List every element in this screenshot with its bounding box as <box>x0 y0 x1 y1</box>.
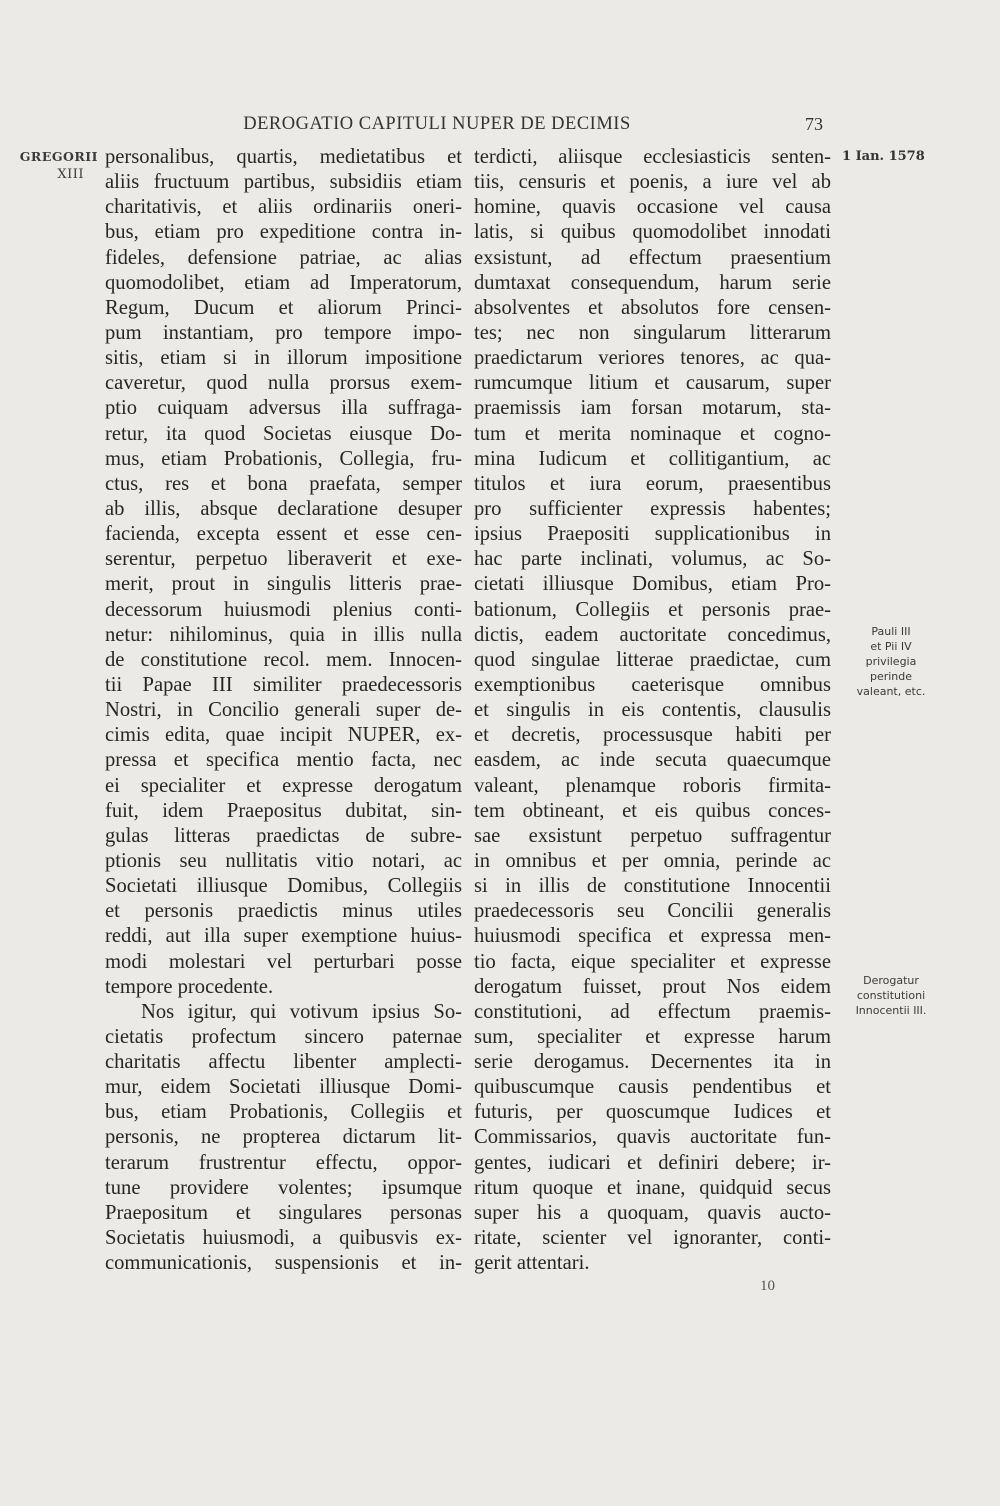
text-line: merit, prout in singulis litteris prae- <box>105 573 462 596</box>
left-text-column <box>105 145 462 1276</box>
text-line: communicationis, suspensionis et in- <box>105 1252 462 1275</box>
text-line: bus, etiam pro expeditione contra in- <box>105 221 462 244</box>
text-line: sae exsistunt perpetuo suffragentur <box>474 824 831 847</box>
text-line: Commissarios, quavis auctoritate fun- <box>474 1126 831 1149</box>
text-line: praemissis iam forsan motarum, sta- <box>474 397 831 420</box>
margin-note-line: perinde <box>869 670 913 683</box>
text-line: ctus, res et bona praefata, semper <box>105 472 462 495</box>
text-line: valeant, plenamque roboris firmita- <box>474 774 831 797</box>
text-line: gulas litteras praedictas de subre- <box>105 824 462 847</box>
text-line: quomodolibet, etiam ad Imperatorum, <box>105 271 462 294</box>
text-line: sitis, etiam si in illorum impositione <box>105 347 462 370</box>
text-line: terarum frustrentur effectu, oppor- <box>105 1151 462 1174</box>
text-line: gerit attentari. <box>474 1252 590 1275</box>
text-line: dumtaxat consequendum, harum serie <box>474 271 831 294</box>
text-line: decessorum huiusmodi plenius conti- <box>105 598 462 621</box>
text-line: sum, specialiter et expresse harum <box>474 1025 831 1048</box>
margin-note-line: valeant, etc. <box>856 685 926 698</box>
text-line: Nos igitur, qui votivum ipsius So- <box>141 1000 462 1023</box>
pope-name: GREGORII <box>19 149 98 164</box>
text-line: Regum, Ducum et aliorum Princi- <box>105 296 462 319</box>
text-line: tem obtineant, et eis quibus conces- <box>474 799 831 822</box>
text-line: bus, etiam Probationis, Collegiis et <box>105 1101 462 1124</box>
text-line: si in illis de constitutione Innocentii <box>474 875 831 898</box>
text-line: derogatum fuisset, prout Nos eidem <box>474 975 831 998</box>
text-line: et decretis, processusque habiti per <box>474 724 831 747</box>
text-line: pro sufficienter expressis habentes; <box>474 497 831 520</box>
text-line: exsistunt, ad effectum praesentium <box>474 246 831 269</box>
text-line: praedictarum veriores tenores, ac qua- <box>474 347 831 370</box>
text-line: de constitutione recol. mem. Innocen- <box>105 648 462 671</box>
text-line: Nostri, in Concilio generali super de- <box>105 699 462 722</box>
page-header <box>107 114 827 138</box>
margin-note-line: privilegia <box>865 655 917 668</box>
text-line: tii Papae III similiter praedecessoris <box>105 673 462 696</box>
text-line: futuris, per quoscumque Iudices et <box>474 1101 831 1124</box>
text-line: serentur, perpetuo liberaverit et exe- <box>105 548 462 571</box>
text-line: gentes, iudicari et definiri debere; ir- <box>474 1151 831 1174</box>
text-line: et singulis in eis contentis, clausulis <box>474 699 831 722</box>
text-line: exemptionibus caeterisque omnibus <box>474 673 831 696</box>
text-line: Societatis huiusmodi, a quibusvis ex- <box>105 1227 462 1250</box>
text-line: ab illis, absque declaratione desuper <box>105 497 462 520</box>
text-line: easdem, ac inde secuta quaecumque <box>474 749 831 772</box>
text-line: bationum, Collegiis et personis prae- <box>474 598 831 621</box>
margin-note-derogatur <box>836 973 946 1018</box>
text-line: fuit, idem Praepositus dubitat, sin- <box>105 799 462 822</box>
text-line: cietati illiusque Domibus, etiam Pro- <box>474 573 831 596</box>
text-line: tio facta, eique specialiter et expresse <box>474 950 831 973</box>
text-line: ptionis seu nullitatis vitio notari, ac <box>105 849 462 872</box>
text-line: aliis fructuum partibus, subsidiis etiam <box>105 171 462 194</box>
text-line: homine, quavis occasione vel causa <box>474 196 831 219</box>
text-line: terdicti, aliisque ecclesiasticis senten- <box>474 146 831 168</box>
page-number: 73 <box>805 114 823 134</box>
text-line: super his a quoquam, quavis aucto- <box>474 1201 831 1224</box>
text-line: quibuscumque causis pendentibus et <box>474 1076 831 1099</box>
text-line: ritum quoque et inane, quidquid secus <box>474 1176 831 1199</box>
text-line: dictis, eadem auctoritate concedimus, <box>474 623 831 646</box>
pope-numeral: XIII <box>57 167 84 182</box>
text-line: fideles, defensione patriae, ac alias <box>105 246 462 269</box>
text-line: netur: nihilominus, quia in illis nulla <box>105 623 462 646</box>
text-line: constitutioni, ad effectum praemis- <box>474 1000 831 1023</box>
text-line: retur, ita quod Societas eiusque Do- <box>105 422 462 445</box>
margin-note-privilegia <box>836 624 946 699</box>
margin-note-line: Derogatur <box>863 974 919 987</box>
text-line: ptio cuiquam adversus illa suffraga- <box>105 397 462 420</box>
text-line: cimis edita, quae incipit NUPER, ex- <box>105 724 462 747</box>
text-line: cietatis profectum sincero paternae <box>105 1025 462 1048</box>
text-line: huiusmodi specifica et expressa men- <box>474 925 831 948</box>
text-line: rumcumque litium et causarum, super <box>474 372 831 395</box>
text-line: titulos et iura eorum, praesentibus <box>474 472 831 495</box>
text-line: pressa et specifica mentio facta, nec <box>105 749 462 772</box>
text-line: latis, si quibus quomodolibet innodati <box>474 221 831 244</box>
text-line: in omnibus et per omnia, perinde ac <box>474 849 831 872</box>
text-line: tiis, censuris et poenis, a iure vel ab <box>474 171 831 194</box>
text-line: caveretur, quod nulla prorsus exem- <box>105 372 462 395</box>
text-line: ei specialiter et expresse derogatum <box>105 774 462 797</box>
text-line: tune providere volentes; ipsumque <box>105 1176 462 1199</box>
right-text-column <box>474 145 831 1276</box>
text-line: ritate, scienter vel ignoranter, conti- <box>474 1227 831 1250</box>
margin-note-line: Innocentii III. <box>855 1004 927 1017</box>
margin-note-line: Pauli III <box>871 625 911 638</box>
text-line: reddi, aut illa super exemptione huius- <box>105 925 462 948</box>
text-line: personalibus, quartis, medietatibus et <box>105 146 462 168</box>
text-line: charitativis, et aliis ordinariis oneri- <box>105 196 462 219</box>
margin-date: 1 Ian. 1578 <box>842 149 925 164</box>
text-line: tempore procedente. <box>105 975 274 998</box>
text-line: ipsius Praepositi supplicationibus in <box>474 523 831 546</box>
text-line: serie derogamus. Decernentes ita in <box>474 1051 831 1074</box>
text-line: mur, eidem Societati illiusque Domi- <box>105 1076 462 1099</box>
running-title: DEROGATIO CAPITULI NUPER DE DECIMIS <box>243 114 631 134</box>
text-line: mus, etiam Probationis, Collegia, fru- <box>105 447 462 470</box>
text-line: facienda, excepta essent et esse cen- <box>105 523 462 546</box>
text-line: pum instantiam, pro tempore impo- <box>105 321 462 344</box>
text-line: mina Iudicum et collitigantium, ac <box>474 447 831 470</box>
margin-note-line: et Pii IV <box>870 640 912 653</box>
text-line: quod singulae litterae praedictae, cum <box>474 648 831 671</box>
signature-mark: 10 <box>760 1278 775 1294</box>
text-line: modi molestari vel perturbari posse <box>105 950 462 973</box>
text-line: tes; nec non singularum litterarum <box>474 321 831 344</box>
left-margin-heading <box>6 148 98 184</box>
text-line: praedecessoris seu Concilii generalis <box>474 900 831 923</box>
text-line: et personis praedictis minus utiles <box>105 900 462 923</box>
text-line: Praepositum et singulares personas <box>105 1201 462 1224</box>
text-line: Societati illiusque Domibus, Collegiis <box>105 875 462 898</box>
text-line: charitatis affectu libenter amplecti- <box>105 1051 462 1074</box>
text-line: hac parte inclinati, volumus, ac So- <box>474 548 831 571</box>
text-line: personis, ne propterea dictarum lit- <box>105 1126 462 1149</box>
margin-note-line: constitutioni <box>856 989 926 1002</box>
text-line: tum et merita nominaque et cogno- <box>474 422 831 445</box>
text-line: absolventes et absolutos fore censen- <box>474 296 831 319</box>
